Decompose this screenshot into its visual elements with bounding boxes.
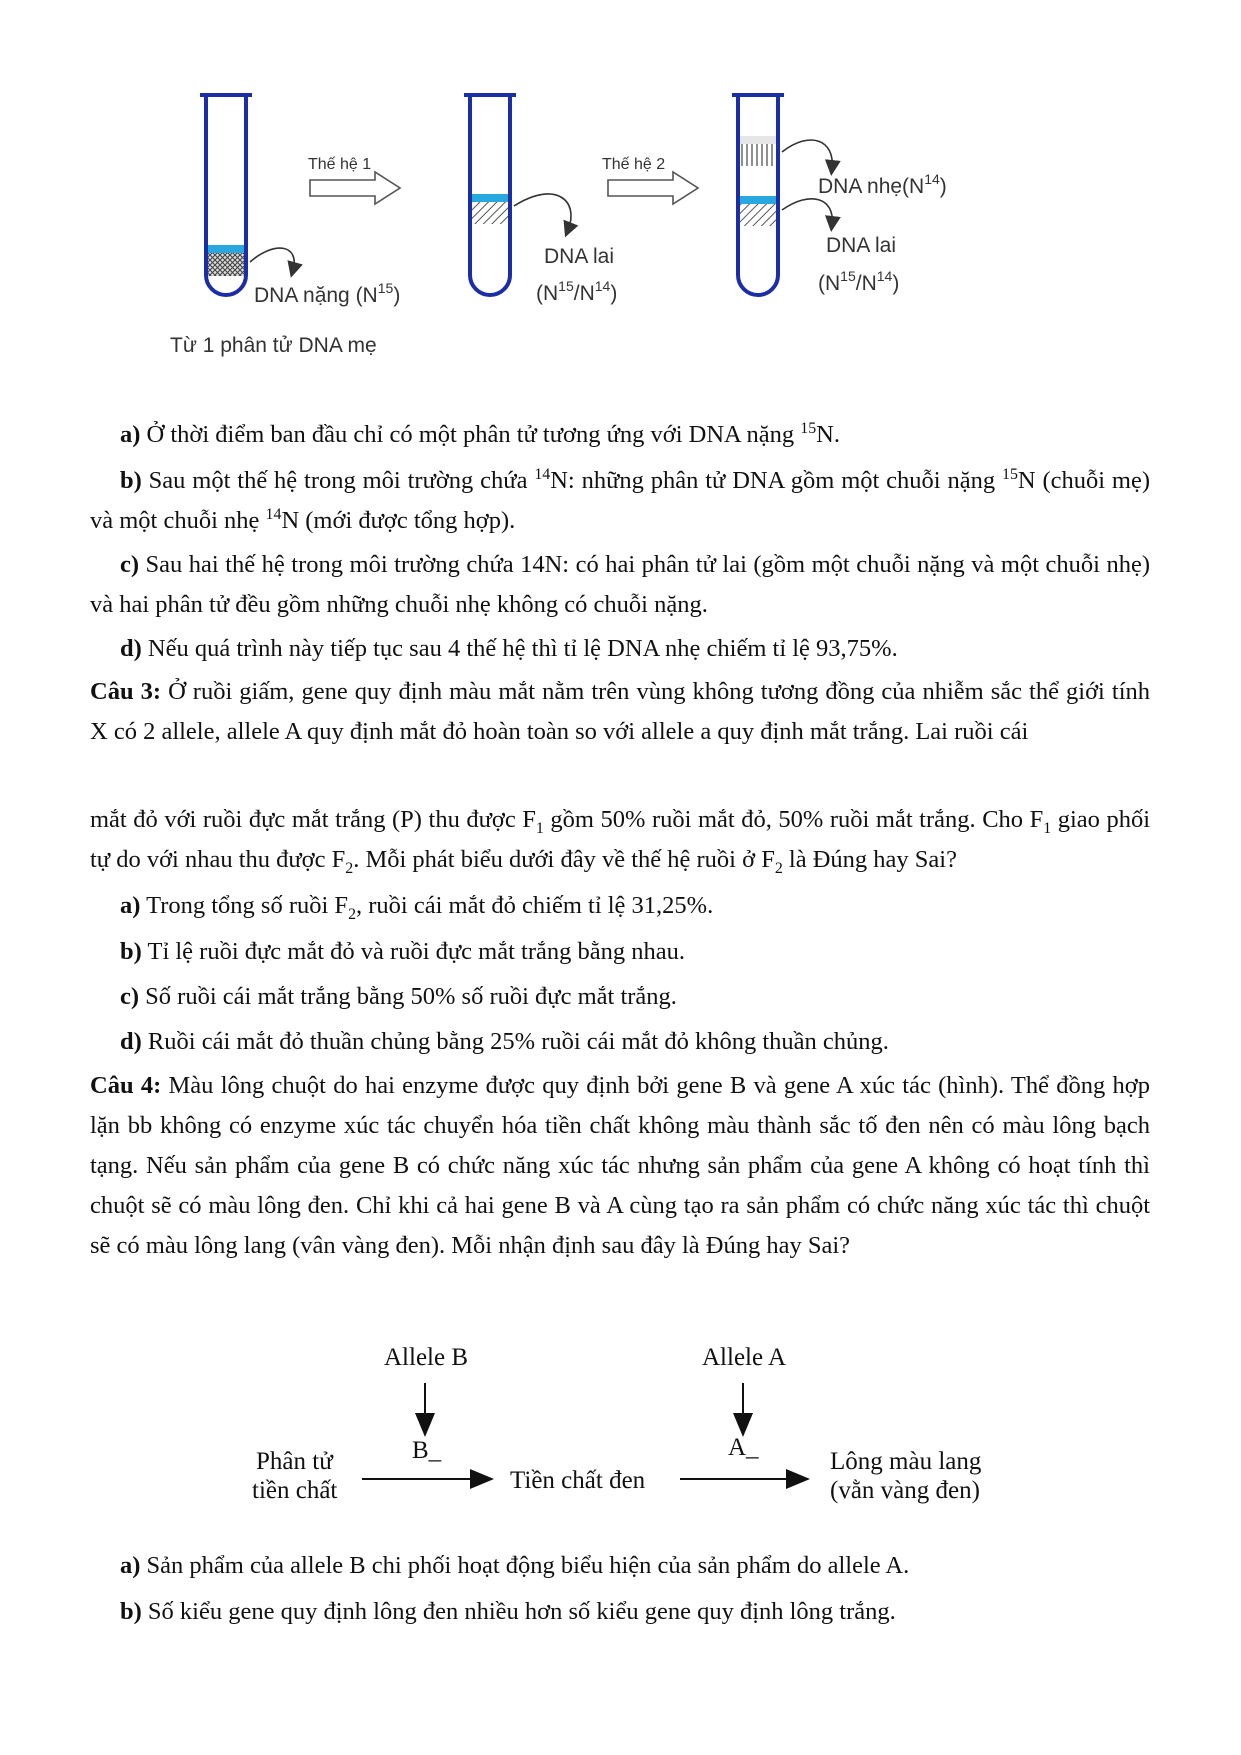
figure-caption: Từ 1 phân tử DNA mẹ <box>170 334 377 357</box>
q4-statement-a: a) Sản phẩm của allele B chi phối hoạt động biểu hiện của sản phẩm do allele A. <box>120 1552 910 1579</box>
hybrid-dna-formula-1: $(N^{15}/N^{14})$ <box>536 278 618 305</box>
tube-parent <box>200 95 252 295</box>
q2-statement-d: d) Nếu quá trình này tiếp tục sau 4 thế hệ thì tỉ lệ DNA nhẹ chiếm tỉ lệ 93,75%. <box>120 635 898 662</box>
tube-generation-1 <box>464 95 516 295</box>
heavy-dna-label: DNA nặng $(N^{15})$ <box>254 280 401 307</box>
generation-2-arrow <box>608 172 698 204</box>
q2-statement-c: c) Sau hai thế hệ trong môi trường chứa 14N: có hai phân tử lai (gồm một chuỗi nặng và một chuỗi nhẹ) và hai phân tử đều gồm những chuỗi nhẹ không có chuỗi nặng. <box>90 551 1150 618</box>
q3-statement-c: c) Số ruồi cái mắt trắng bằng 50% số ruồi đực mắt trắng. <box>120 983 677 1010</box>
q3-statement-d: d) Ruồi cái mắt đỏ thuần chủng bằng 25% ruồi cái mắt đỏ không thuần chủng. <box>120 1028 889 1055</box>
q3-intro-part2: mắt đỏ với ruồi đực mắt trắng (P) thu được $F_1$ gồm 50% ruồi mắt đỏ, 50% ruồi mắt trắng. Cho $F_1$ giao phối tự do với nhau thu được $F_2$. Mỗi phát biểu dưới đây về thế hệ ruồi ở $F_2$ là Đúng hay Sai? <box>90 806 1151 877</box>
product-label-line2: (vằn vàng đen) <box>830 1477 980 1504</box>
enzyme-a-label: A_ <box>728 1434 759 1461</box>
allele-b-label: Allele B <box>384 1344 469 1371</box>
tube-generation-2 <box>732 95 784 295</box>
generation-2-label: Thế hệ 2 <box>602 156 666 173</box>
heavy-dna-pointer <box>250 248 294 270</box>
dna-replication-figure <box>160 80 1120 410</box>
precursor-label-line2: tiền chất <box>252 1477 338 1504</box>
precursor-label-line1: Phân tử <box>256 1448 333 1475</box>
enzyme-b-label: B_ <box>412 1437 442 1464</box>
hybrid-dna-label-2: DNA lai <box>826 234 897 257</box>
hybrid-dna-pointer-2 <box>782 199 832 224</box>
product-label-line1: Lông màu lang <box>830 1448 982 1475</box>
coat-color-pathway-diagram <box>240 1335 1020 1535</box>
hybrid-dna-pointer-1 <box>514 194 571 230</box>
hybrid-dna-label-1: DNA lai <box>544 245 615 268</box>
generation-1-label: Thế hệ 1 <box>308 156 372 173</box>
light-dna-label: DNA $nhẹ(N^{14})$ <box>818 171 947 198</box>
hybrid-dna-formula-2: $(N^{15}/N^{14})$ <box>818 268 900 295</box>
q3-statement-b: b) Tỉ lệ ruồi đực mắt đỏ và ruồi đực mắt trắng bằng nhau. <box>120 938 685 965</box>
q3-statement-a: a) Trong tổng số ruồi $F_2$, ruồi cái mắt đỏ chiếm tỉ lệ 31,25%. <box>120 892 714 923</box>
q4-statement-b: b) Số kiểu gene quy định lông đen nhiều hơn số kiểu gene quy định lông trắng. <box>120 1598 896 1625</box>
q2-statement-b: b) Sau một thế hệ trong môi trường chứa $^{14}$N: những phân tử DNA gồm một chuỗi nặng $^{15}$N (chuỗi mẹ) và một chuỗi nhẹ $^{14}$N (mới được tổng hợp). <box>90 465 1150 534</box>
q2-statement-a: a) Ở thời điểm ban đầu chỉ có một phân tử tương ứng với DNA nặng $^{15}$N. <box>120 419 840 448</box>
light-dna-pointer <box>782 140 832 168</box>
allele-a-label: Allele A <box>702 1344 787 1371</box>
q4-intro: Câu 4: Màu lông chuột do hai enzyme được quy định bởi gene B và gene A xúc tác (hình). Thể đồng hợp lặn bb không có enzyme xúc tác chuyển hóa tiền chất không màu thành sắc tố đen nên có màu lông bạch tạng. Nếu sản phẩm của gene B có chức năng xúc tác nhưng sản phẩm của gene A không có hoạt tính thì chuột sẽ có màu lông đen. Chỉ khi cả hai gene B và A cùng tạo ra sản phẩm có chức năng xúc tác thì chuột sẽ có màu lông lang (vân vàng đen). Mỗi nhận định sau đây là Đúng hay Sai? <box>90 1072 1150 1259</box>
q3-intro-part1: Câu 3: Ở ruồi giấm, gene quy định màu mắt nằm trên vùng không tương đồng của nhiễm sắc thể giới tính X có 2 allele, allele A quy định mắt đỏ hoàn toàn so với allele a quy định mắt trắng. Lai ruồi cái <box>90 678 1150 745</box>
intermediate-label: Tiền chất đen <box>510 1467 646 1494</box>
generation-1-arrow <box>310 172 400 204</box>
